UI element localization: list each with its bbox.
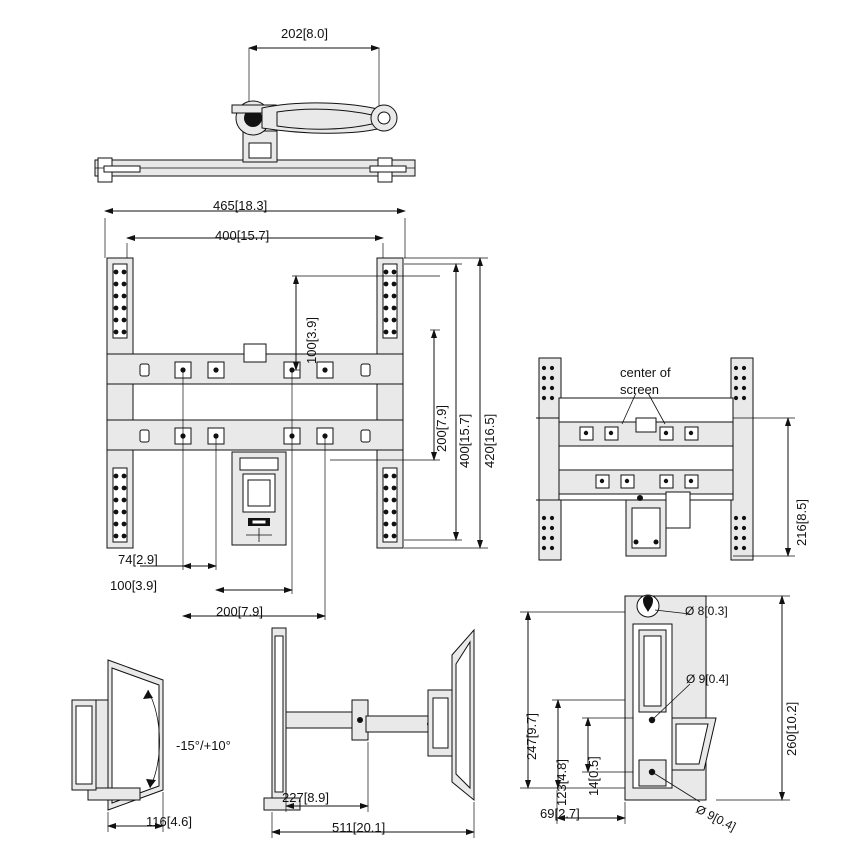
dim-465-width: 465[18.3] bbox=[213, 198, 268, 213]
dim-74-bottom: 74[2.9] bbox=[118, 552, 158, 567]
dim-216-vertical: 216[8.5] bbox=[794, 499, 809, 546]
top-view-group bbox=[95, 48, 415, 182]
dim-dia-9-a: Ø 9[0.4] bbox=[686, 672, 729, 686]
dim-69: 69[2.7] bbox=[540, 806, 580, 821]
dim-400-width: 400[15.7] bbox=[215, 228, 270, 243]
dim-227: 227[8.9] bbox=[282, 790, 329, 805]
center-of-screen-line1: center of bbox=[620, 365, 671, 380]
dim-420-vertical: 420[16.5] bbox=[482, 413, 497, 468]
dim-123-vertical: 123[4.8] bbox=[554, 759, 569, 806]
side-tilt-view-group bbox=[72, 660, 163, 832]
dim-200-vertical: 200[7.9] bbox=[434, 405, 449, 452]
center-of-screen-label bbox=[620, 364, 671, 398]
dim-dia-8: Ø 8[0.3] bbox=[685, 604, 728, 618]
center-of-screen-line2: screen bbox=[620, 382, 660, 397]
side-extended-view-group bbox=[264, 628, 474, 838]
dim-100-bottom: 100[3.9] bbox=[110, 578, 157, 593]
dim-400-vertical: 400[15.7] bbox=[457, 413, 472, 468]
tilt-range-label: -15°/+10° bbox=[176, 738, 231, 753]
dim-202-top: 202[8.0] bbox=[281, 26, 328, 41]
dim-260-vertical: 260[10.2] bbox=[784, 701, 799, 756]
dim-511: 511[20.1] bbox=[332, 820, 386, 835]
dim-116: 116[4.6] bbox=[146, 814, 193, 829]
dim-247-vertical: 247[9.7] bbox=[524, 713, 539, 760]
dim-14-vertical: 14[0.5] bbox=[586, 756, 601, 796]
dim-200-bottom: 200[7.9] bbox=[216, 604, 263, 619]
dim-dia-9-b: Ø 9[0.4] bbox=[693, 802, 739, 834]
dim-100-vertical: 100[3.9] bbox=[304, 317, 319, 364]
